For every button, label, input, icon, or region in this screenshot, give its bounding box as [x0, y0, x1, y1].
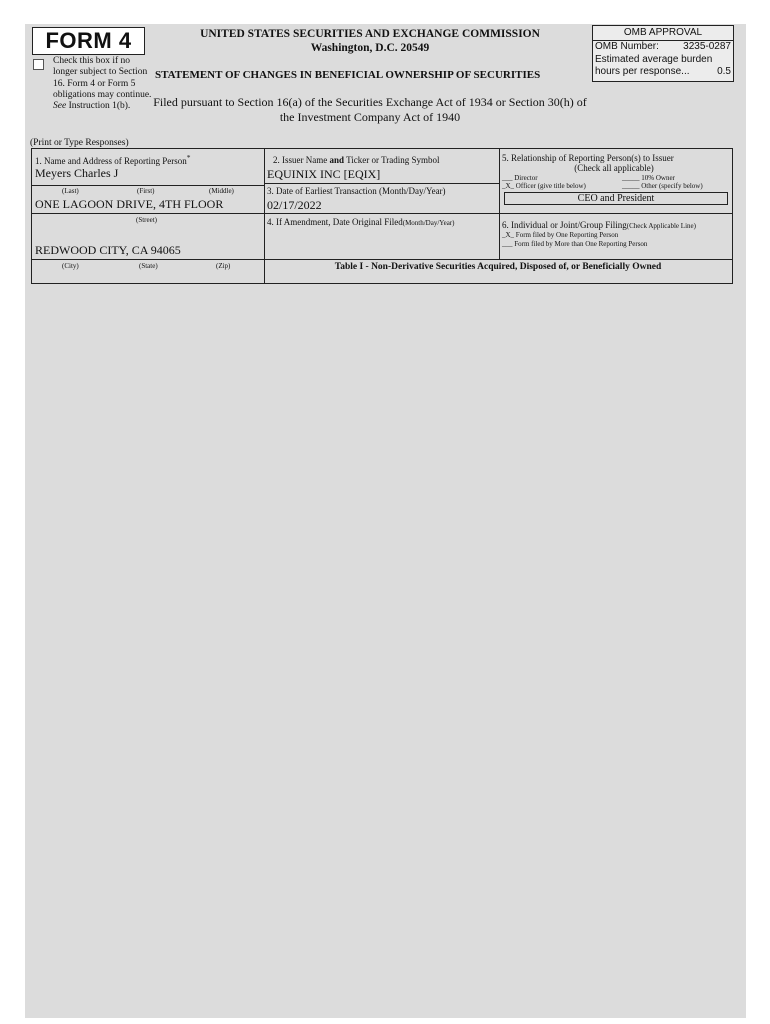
other-option[interactable]: _____ Other (specify below) — [622, 182, 703, 190]
omb-burden-label: Estimated average burden — [595, 53, 713, 65]
street-label: (Street) — [136, 216, 157, 224]
filing-option-multiple[interactable]: ___ Form filed by More than One Reporting Person — [502, 240, 648, 248]
box1-label: 1. Name and Address of Reporting Person* — [35, 153, 191, 166]
city-label: (City) — [62, 262, 79, 270]
box5-sub: (Check all applicable) — [574, 163, 654, 173]
reporting-person-street: ONE LAGOON DRIVE, 4TH FLOOR — [35, 197, 224, 211]
state-label: (State) — [139, 262, 158, 270]
filing-option-one[interactable]: _X_ Form filed by One Reporting Person — [502, 231, 619, 239]
box4-label: 4. If Amendment, Date Original Filed(Month/Day/Year) — [267, 217, 455, 227]
first-label: (First) — [137, 187, 155, 195]
officer-option[interactable]: _X_ Officer (give title below) — [502, 182, 586, 190]
last-label: (Last) — [62, 187, 79, 195]
table1-title: Table I - Non-Derivative Securities Acquired, Disposed of, or Beneficially Owned — [334, 262, 662, 272]
omb-approval-box — [592, 25, 734, 82]
middle-label: (Middle) — [209, 187, 234, 195]
omb-title: OMB APPROVAL — [593, 26, 733, 41]
checkbox-note: Check this box if no longer subject to Section 16. Form 4 or Form 5 obligations may continue. See Instruction 1(b). — [53, 56, 152, 112]
omb-hours-value: 0.5 — [717, 66, 731, 77]
statement-title: STATEMENT OF CHANGES IN BENEFICIAL OWNERSHIP OF SECURITIES — [155, 69, 541, 81]
box5-label: 5. Relationship of Reporting Person(s) to Issuer — [502, 153, 674, 163]
box6-label: 6. Individual or Joint/Group Filing(Check Applicable Line) — [502, 220, 696, 230]
omb-hours-label: hours per response... — [595, 66, 690, 77]
no-longer-subject-checkbox[interactable] — [33, 59, 44, 70]
agency-header — [175, 27, 565, 55]
agency-name: UNITED STATES SECURITIES AND EXCHANGE COMMISSION — [200, 28, 540, 40]
omb-number-label: OMB Number: — [595, 41, 659, 52]
director-option[interactable]: ___ Director — [502, 174, 538, 182]
form-page — [25, 24, 746, 1018]
reporting-grid — [31, 148, 733, 284]
filed-pursuant-note: Filed pursuant to Section 16(a) of the Securities Exchange Act of 1934 or Section 30(h) of the Investment Company Act of 1940 — [153, 95, 587, 124]
agency-location: Washington, D.C. 20549 — [310, 42, 430, 54]
issuer-name-ticker: EQUINIX INC [EQIX] — [267, 167, 381, 181]
reporting-person-city: REDWOOD CITY, CA 94065 — [35, 243, 181, 257]
omb-number-value: 3235-0287 — [683, 41, 731, 52]
zip-label: (Zip) — [216, 262, 231, 270]
box3-label: 3. Date of Earliest Transaction (Month/Day/Year) — [267, 186, 446, 196]
box2-label: 2. Issuer Name and Ticker or Trading Symbol — [273, 155, 440, 165]
reporting-person-name: Meyers Charles J — [35, 166, 119, 180]
print-note: (Print or Type Responses) — [30, 138, 129, 148]
earliest-transaction-date: 02/17/2022 — [267, 198, 322, 212]
officer-title: CEO and President — [504, 192, 728, 205]
form-title: FORM 4 — [32, 27, 145, 55]
ten-pct-owner-option[interactable]: _____ 10% Owner — [622, 174, 675, 182]
